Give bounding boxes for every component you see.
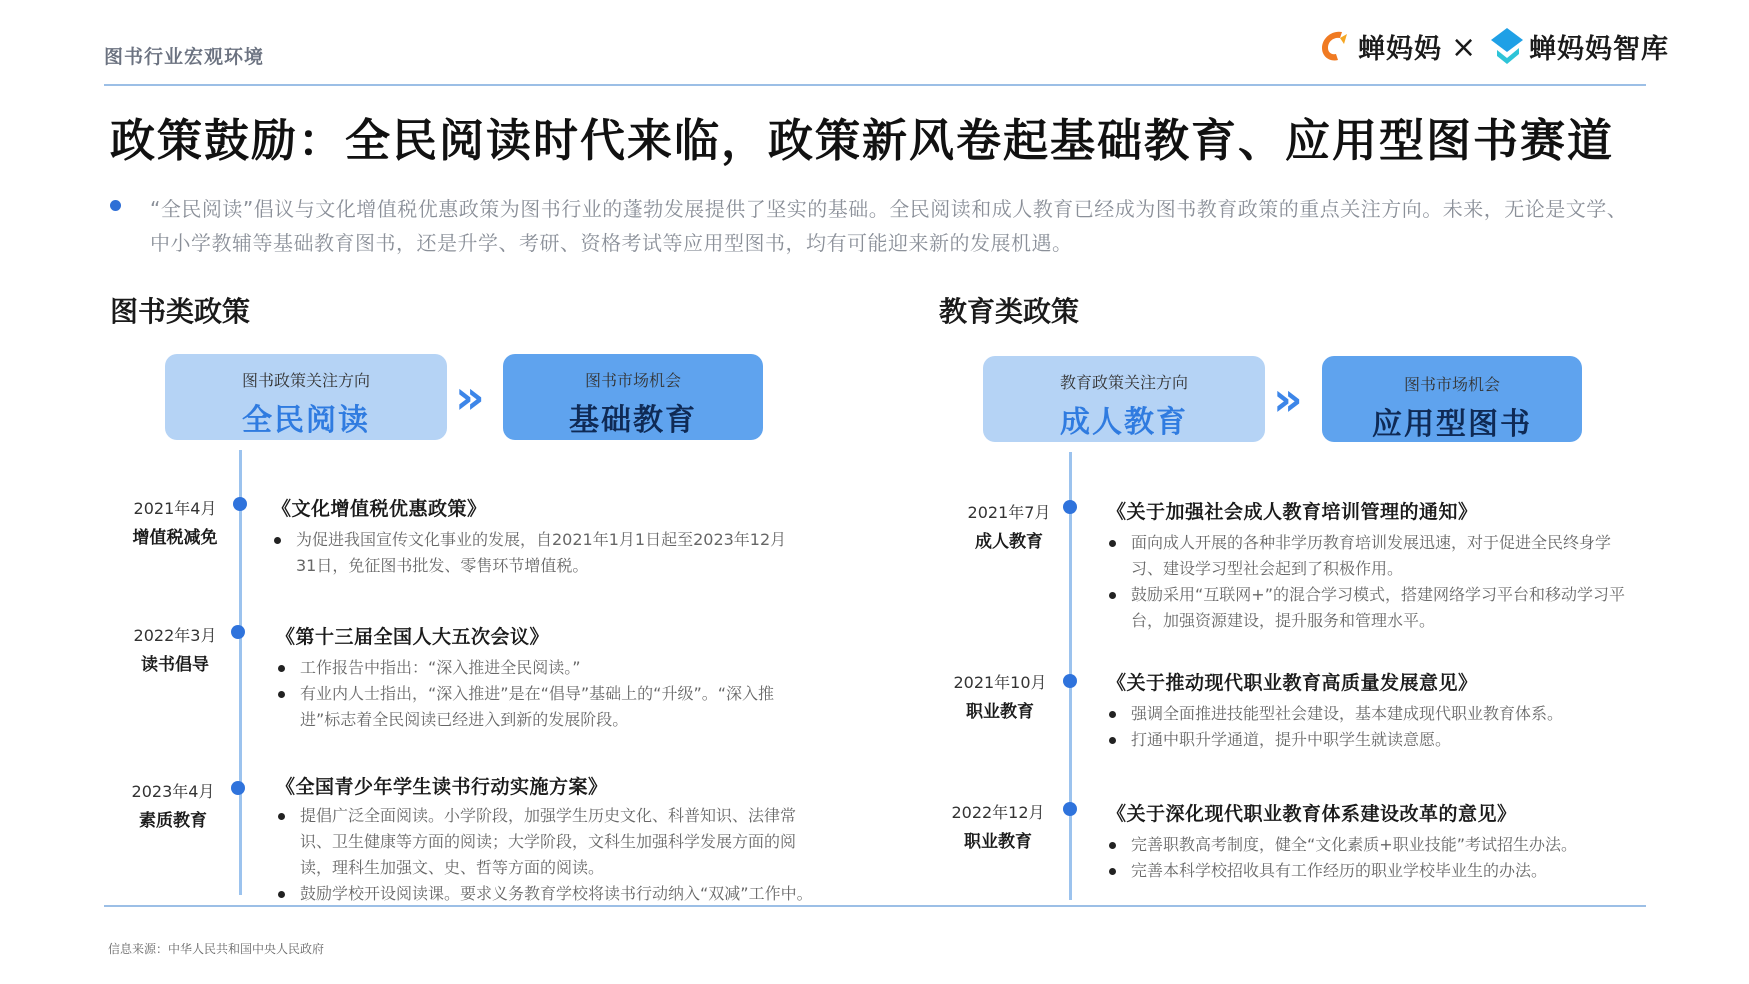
left-opportunity-main: 基础教育 — [569, 403, 697, 438]
policy-item — [276, 622, 806, 733]
timeline-tag: 素质教育 — [139, 811, 207, 831]
header-divider — [104, 84, 1646, 86]
timeline-date-block — [933, 800, 1063, 852]
timeline-dot — [231, 625, 245, 639]
policy-bullets — [276, 655, 806, 733]
right-column-title: 教育类政策 — [939, 295, 1080, 328]
policy-bullet: 完善职教高考制度，健全“文化素质+职业技能”考试招生办法。 — [1107, 832, 1637, 858]
timeline-date: 2021年7月 — [967, 503, 1051, 522]
left-focus-sub: 图书政策关注方向 — [241, 371, 370, 390]
timeline-date-block — [944, 500, 1074, 552]
right-opportunity-sub: 图书市场机会 — [1403, 375, 1500, 394]
left-focus-main: 全民阅读 — [242, 403, 370, 438]
timeline-date: 2022年3月 — [133, 626, 217, 645]
policy-bullet: 鼓励采用“互联网+”的混合学习模式，搭建网络学习平台和移动学习平台，加强资源建设，提升服务和管理水平。 — [1107, 582, 1637, 634]
right-opportunity-main: 应用型图书 — [1372, 407, 1532, 442]
footer-divider — [104, 905, 1646, 907]
timeline-tag: 职业教育 — [966, 702, 1034, 722]
policy-bullet: 鼓励学校开设阅读课。要求义务教育学校将读书行动纳入“双减”工作中。 — [276, 881, 836, 907]
timeline-tag: 成人教育 — [975, 532, 1043, 552]
policy-bullet: 打通中职升学通道，提升中职学生就读意愿。 — [1107, 727, 1637, 753]
right-focus-main: 成人教育 — [1060, 405, 1188, 440]
timeline-date: 2021年10月 — [953, 673, 1047, 692]
double-chevron-right-icon: » — [1273, 372, 1303, 426]
source-note: 信息来源：中华人民共和国中央人民政府 — [108, 942, 325, 956]
timeline-tag: 读书倡导 — [141, 655, 209, 675]
left-opportunity-sub: 图书市场机会 — [584, 371, 681, 390]
intro-text: “全民阅读”倡议与文化增值税优惠政策为图书行业的蓬勃发展提供了坚实的基础。全民阅读和成人教育已经成为图书教育政策的重点关注方向。未来，无论是文学、中小学教辅等基础教育图书，还是升学、考研、资格考试等应用型图书，均有可能迎来新的发展机遇。 — [150, 197, 1628, 255]
right-opportunity-box — [1322, 356, 1582, 442]
policy-item — [1107, 799, 1637, 884]
policy-title: 《关于深化现代职业教育体系建设改革的意见》 — [1107, 803, 1517, 825]
brand1-text: 蝉妈妈 — [1358, 33, 1442, 65]
timeline-tag: 增值税减免 — [132, 528, 218, 548]
section-label: 图书行业宏观环境 — [104, 46, 265, 68]
policy-bullets — [272, 527, 802, 579]
times-icon: × — [1451, 30, 1477, 65]
timeline-dot — [231, 781, 245, 795]
timeline-date: 2021年4月 — [133, 499, 217, 518]
policy-title: 《关于推动现代职业教育高质量发展意见》 — [1107, 672, 1478, 694]
policy-bullet: 强调全面推进技能型社会建设，基本建成现代职业教育体系。 — [1107, 701, 1637, 727]
timeline-tag: 职业教育 — [964, 832, 1032, 852]
policy-item — [1107, 668, 1637, 753]
timeline-dot — [1063, 500, 1077, 514]
zhiku-logo-icon — [1489, 26, 1525, 66]
policy-item — [1107, 497, 1637, 634]
left-opportunity-box — [503, 354, 763, 440]
timeline-date-block — [935, 670, 1065, 722]
brand2-text: 蝉妈妈智库 — [1529, 33, 1669, 65]
brand-logo-chanmama — [1314, 26, 1442, 66]
left-column-title: 图书类政策 — [110, 295, 251, 328]
page-title: 政策鼓励：全民阅读时代来临，政策新风卷起基础教育、应用型图书赛道 — [110, 114, 1615, 167]
policy-bullet: 为促进我国宣传文化事业的发展，自2021年1月1日起至2023年12月31日，免征图书批发、零售环节增值税。 — [272, 527, 802, 579]
double-chevron-right-icon: » — [455, 370, 485, 424]
policy-title: 《文化增值税优惠政策》 — [272, 498, 487, 520]
policy-bullet: 完善本科学校招收具有工作经历的职业学校毕业生的办法。 — [1107, 858, 1637, 884]
policy-item — [272, 494, 802, 579]
timeline-date-block — [108, 779, 238, 831]
policy-bullet: 工作报告中指出：“深入推进全民阅读。” — [276, 655, 806, 681]
policy-title: 《第十三届全国人大五次会议》 — [276, 626, 550, 648]
chanmama-logo-icon — [1314, 26, 1354, 66]
timeline-date-block — [110, 496, 240, 548]
policy-bullets — [276, 803, 836, 907]
brand-logo-zhiku — [1489, 26, 1669, 66]
timeline-date: 2022年12月 — [951, 803, 1045, 822]
policy-title: 《关于加强社会成人教育培训管理的通知》 — [1107, 501, 1478, 523]
timeline-dot — [1063, 802, 1077, 816]
policy-bullets — [1107, 530, 1637, 634]
policy-bullets — [1107, 832, 1637, 884]
timeline-date: 2023年4月 — [131, 782, 215, 801]
right-focus-sub: 教育政策关注方向 — [1059, 373, 1188, 392]
policy-bullet: 提倡广泛全面阅读。小学阶段，加强学生历史文化、科普知识、法律常识、卫生健康等方面的阅读；大学阶段，文科生加强科学发展方面的阅读，理科生加强文、史、哲等方面的阅读。 — [276, 803, 836, 881]
policy-bullet: 有业内人士指出，“深入推进”是在“倡导”基础上的“升级”。“深入推进”标志着全民阅读已经进入到新的发展阶段。 — [276, 681, 806, 733]
timeline-date-block — [110, 623, 240, 675]
policy-bullet: 面向成人开展的各种非学历教育培训发展迅速，对于促进全民终身学习、建设学习型社会起到了积极作用。 — [1107, 530, 1637, 582]
policy-bullets — [1107, 701, 1637, 753]
policy-item — [276, 772, 836, 907]
left-focus-box — [165, 354, 447, 440]
policy-title: 《全国青少年学生读书行动实施方案》 — [276, 776, 608, 798]
timeline-dot — [233, 497, 247, 511]
timeline-dot — [1063, 674, 1077, 688]
intro-bullet — [110, 200, 121, 211]
right-focus-box — [983, 356, 1265, 442]
